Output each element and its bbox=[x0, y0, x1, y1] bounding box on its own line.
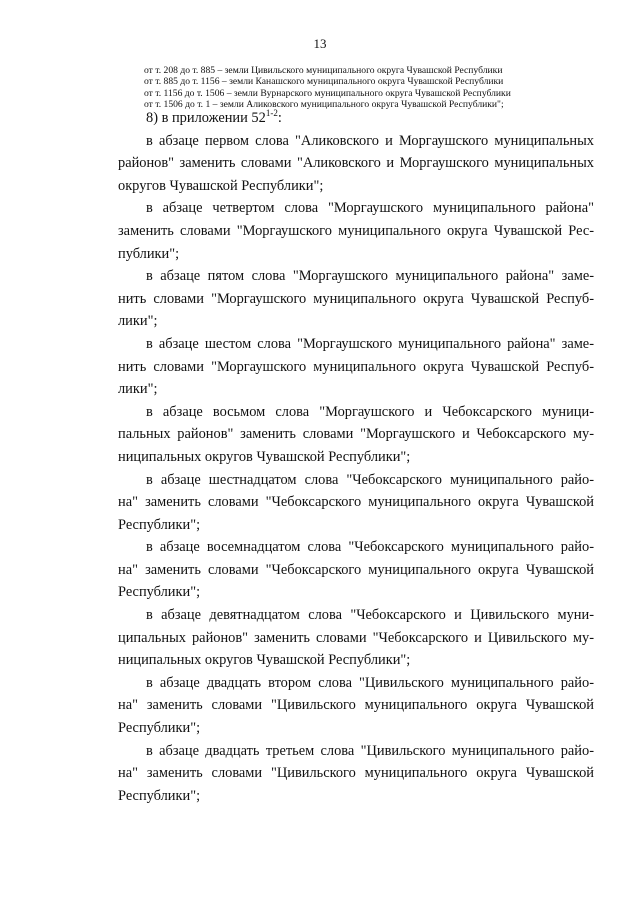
amendment-paragraph bbox=[118, 333, 594, 401]
item-heading-suffix: : bbox=[277, 110, 282, 126]
amendment-paragraph bbox=[118, 536, 594, 604]
paragraph-line: ниципальных округов Чувашской Республики"; bbox=[118, 448, 411, 465]
item-heading-superscript: 1-2 bbox=[265, 108, 278, 119]
paragraph-line: в абзаце шестом слова "Моргаушского муниципального района" заме- bbox=[146, 335, 594, 352]
page-number: 13 bbox=[313, 36, 327, 51]
paragraph-line: в абзаце пятом слова "Моргаушского муниципального района" заме- bbox=[146, 268, 594, 285]
boundary-line: от т. 208 до т. 885 – земли Цивильского муниципального округа Чувашской Республики bbox=[144, 65, 503, 76]
amendment-paragraph bbox=[118, 740, 594, 808]
paragraph-line: на" заменить словами "Чебоксарского муниципального округа Чувашской bbox=[118, 561, 594, 578]
amendment-paragraph bbox=[118, 401, 594, 469]
amendment-paragraph bbox=[118, 197, 594, 265]
paragraph-line: на" заменить словами "Цивильского муниципального округа Чувашской bbox=[118, 697, 594, 714]
paragraph-line: в абзаце первом слова "Аликовского и Моргаушского муниципальных bbox=[146, 132, 594, 149]
amendment-paragraph bbox=[118, 469, 594, 537]
amendment-paragraphs bbox=[118, 130, 594, 808]
paragraph-line: заменить словами "Моргаушского муниципального округа Чувашской Рес- bbox=[118, 222, 594, 239]
paragraph-line: в абзаце восемнадцатом слова "Чебоксарского муниципального райо- bbox=[146, 539, 594, 556]
paragraph-line: в абзаце девятнадцатом слова "Чебоксарского и Цивильского муни- bbox=[146, 607, 594, 624]
paragraph-line: пальных районов" заменить словами "Моргаушского и Чебоксарского му- bbox=[118, 426, 594, 443]
paragraph-line: в абзаце двадцать втором слова "Цивильского муниципального райо- bbox=[146, 674, 594, 691]
paragraph-line: на" заменить словами "Чебоксарского муниципального округа Чувашской bbox=[118, 494, 594, 511]
item-heading-text: 8) в приложении 52 bbox=[146, 110, 266, 126]
paragraph-line: в абзаце четвертом слова "Моргаушского муниципального района" bbox=[146, 200, 594, 217]
paragraph-line: Республики"; bbox=[118, 720, 201, 737]
paragraph-line: на" заменить словами "Цивильского муниципального округа Чувашской bbox=[118, 765, 594, 782]
paragraph-line: Республики"; bbox=[118, 584, 201, 601]
amendment-paragraph bbox=[118, 130, 594, 198]
paragraph-line: лики"; bbox=[118, 313, 158, 330]
amendment-paragraph bbox=[118, 604, 594, 672]
document-body bbox=[118, 107, 594, 807]
amendment-paragraph bbox=[118, 672, 594, 740]
boundary-line: от т. 1506 до т. 1 – земли Аликовского муниципального округа Чувашской Республики"; bbox=[144, 99, 504, 111]
boundary-description bbox=[144, 65, 594, 111]
paragraph-line: ципальных районов" заменить словами "Чебоксарского и Цивильского му- bbox=[118, 629, 594, 646]
paragraph-line: районов" заменить словами "Аликовского и Моргаушского муниципальных bbox=[118, 155, 594, 172]
paragraph-line: округов Чувашской Республики"; bbox=[118, 177, 324, 194]
paragraph-line: Республики"; bbox=[118, 787, 201, 804]
paragraph-line: публики"; bbox=[118, 245, 180, 262]
paragraph-line: Республики"; bbox=[118, 516, 201, 533]
paragraph-line: нить словами "Моргаушского муниципального округа Чувашской Респуб- bbox=[118, 358, 594, 375]
paragraph-line: в абзаце двадцать третьем слова "Цивильского муниципального райо- bbox=[146, 742, 594, 759]
item-heading bbox=[118, 107, 594, 130]
paragraph-line: в абзаце шестнадцатом слова "Чебоксарского муниципального райо- bbox=[146, 471, 594, 488]
paragraph-line: лики"; bbox=[118, 381, 158, 398]
paragraph-line: ниципальных округов Чувашской Республики"; bbox=[118, 652, 411, 669]
amendment-paragraph bbox=[118, 265, 594, 333]
boundary-line: от т. 885 до т. 1156 – земли Канашского муниципального округа Чувашской Республики bbox=[144, 76, 504, 88]
boundary-line: от т. 1156 до т. 1506 – земли Вурнарского муниципального округа Чувашской Республики bbox=[144, 87, 511, 99]
paragraph-line: нить словами "Моргаушского муниципального округа Чувашской Респуб- bbox=[118, 290, 594, 307]
paragraph-line: в абзаце восьмом слова "Моргаушского и Чебоксарского муници- bbox=[146, 403, 594, 420]
